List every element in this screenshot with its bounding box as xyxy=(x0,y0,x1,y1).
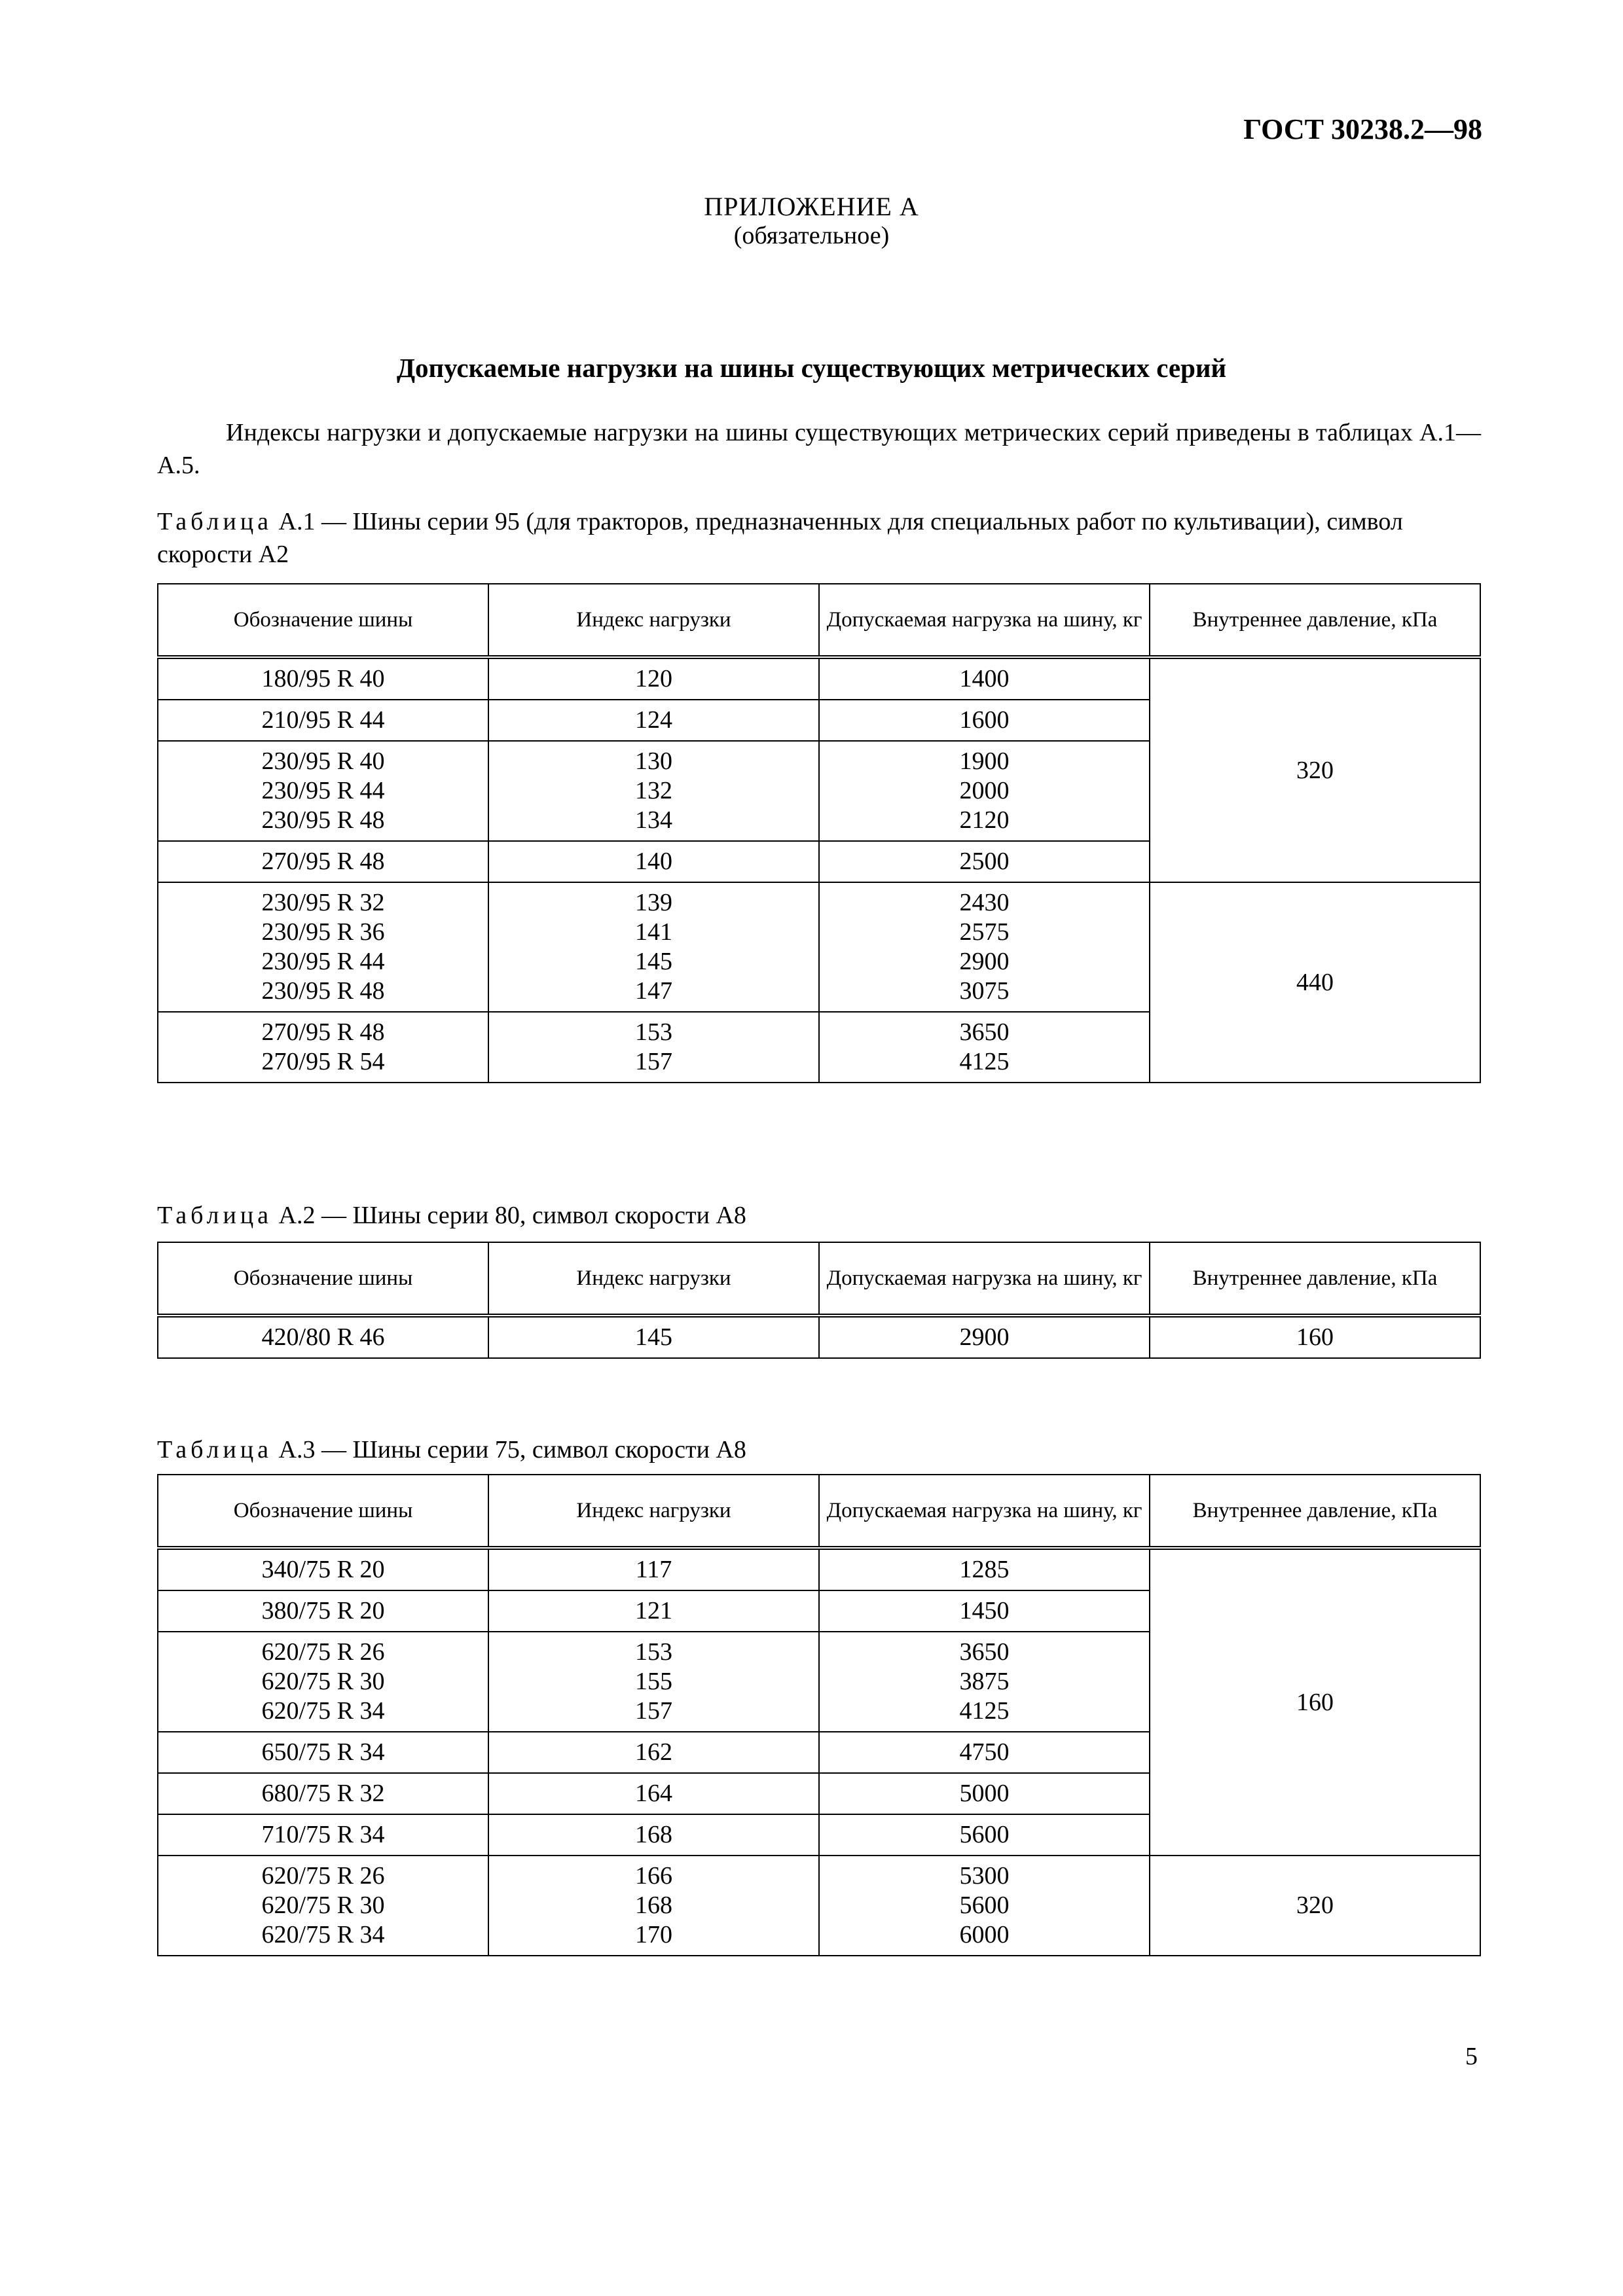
tire-cell-line: 620/75 R 26 xyxy=(261,1638,385,1666)
col-header-pressure: Внутреннее давление, кПа xyxy=(1150,584,1480,657)
col-header-load: Допускаемая нагрузка на шину, кг xyxy=(819,1242,1150,1316)
load-index-cell-line: 164 xyxy=(635,1780,672,1807)
load-cell xyxy=(819,1548,1150,1590)
load-index-cell-line: 153 xyxy=(635,1018,672,1046)
pressure-cell: 320 xyxy=(1150,1856,1480,1956)
table-caption-text: А.2 — Шины серии 80, символ скорости А8 xyxy=(272,1202,746,1229)
load-index-cell xyxy=(488,657,819,700)
table-label: Таблица xyxy=(157,1436,273,1463)
col-header-tire: Обозначение шины xyxy=(158,1242,488,1316)
tire-cell xyxy=(158,1732,488,1773)
col-header-tire: Обозначение шины xyxy=(158,1475,488,1548)
tire-cell-line: 180/95 R 40 xyxy=(261,665,385,692)
load-cell-line: 2120 xyxy=(959,806,1010,834)
pressure-cell: 320 xyxy=(1150,657,1480,882)
tire-cell-line: 270/95 R 54 xyxy=(261,1048,385,1075)
intro-paragraph: Индексы нагрузки и допускаемые нагрузки на шины существующих метрических серий приведены в таблицах А.1—А.5. xyxy=(157,419,1481,479)
section-title: Допускаемые нагрузки на шины существующих метрических серий xyxy=(396,353,1227,383)
load-index-cell-line: 124 xyxy=(635,706,672,734)
load-cell-line: 2900 xyxy=(959,948,1010,975)
tire-cell-line: 270/95 R 48 xyxy=(261,848,385,875)
load-cell-line: 5300 xyxy=(959,1862,1010,1890)
tire-cell xyxy=(158,1548,488,1590)
load-cell-line: 1900 xyxy=(959,747,1010,775)
load-index-cell-line: 134 xyxy=(635,806,672,834)
load-cell xyxy=(819,1632,1150,1732)
load-index-cell-line: 157 xyxy=(635,1048,672,1075)
load-cell xyxy=(819,841,1150,882)
load-cell xyxy=(819,882,1150,1012)
col-header-pressure: Внутреннее давление, кПа xyxy=(1150,1242,1480,1316)
tire-cell-line: 230/95 R 44 xyxy=(261,948,385,975)
load-index-cell xyxy=(488,841,819,882)
col-header-pressure: Внутреннее давление, кПа xyxy=(1150,1475,1480,1548)
load-index-cell-line: 130 xyxy=(635,747,672,775)
load-cell-line: 3650 xyxy=(959,1638,1010,1666)
tire-cell-line: 620/75 R 26 xyxy=(261,1862,385,1890)
tire-cell xyxy=(158,841,488,882)
load-cell-line: 4750 xyxy=(959,1738,1010,1766)
load-index-cell-line: 155 xyxy=(635,1668,672,1695)
table-row xyxy=(158,1856,1480,1956)
appendix-subtitle: (обязательное) xyxy=(733,222,890,249)
tire-cell-line: 380/75 R 20 xyxy=(261,1597,385,1624)
load-index-cell-line: 117 xyxy=(635,1556,672,1583)
tire-cell-line: 230/95 R 32 xyxy=(261,889,385,916)
table-a2-caption xyxy=(157,1199,1481,1232)
load-index-cell-line: 140 xyxy=(635,848,672,875)
tire-cell-line: 230/95 R 48 xyxy=(261,806,385,834)
load-cell-line: 1285 xyxy=(959,1556,1010,1583)
load-cell-line: 2575 xyxy=(959,918,1010,946)
load-index-cell xyxy=(488,1632,819,1732)
table-row xyxy=(158,1548,1480,1590)
load-cell-line: 2000 xyxy=(959,777,1010,804)
tire-cell xyxy=(158,700,488,741)
load-cell xyxy=(819,1856,1150,1956)
load-index-cell-line: 141 xyxy=(635,918,672,946)
table-caption-text: А.3 — Шины серии 75, символ скорости А8 xyxy=(272,1436,746,1463)
table-row xyxy=(158,657,1480,700)
load-cell xyxy=(819,1590,1150,1632)
load-index-cell-line: 168 xyxy=(635,1821,672,1848)
tire-cell-line: 230/95 R 40 xyxy=(261,747,385,775)
load-index-cell xyxy=(488,1012,819,1083)
col-header-load: Допускаемая нагрузка на шину, кг xyxy=(819,584,1150,657)
tire-cell-line: 620/75 R 34 xyxy=(261,1921,385,1948)
load-cell-line: 5600 xyxy=(959,1892,1010,1919)
tire-cell-line: 230/95 R 36 xyxy=(261,918,385,946)
tire-cell-line: 680/75 R 32 xyxy=(261,1780,385,1807)
table-body xyxy=(158,1316,1480,1358)
tire-cell-line: 620/75 R 34 xyxy=(261,1697,385,1725)
table-body xyxy=(158,1548,1480,1956)
tire-cell xyxy=(158,1814,488,1856)
tire-cell-line: 210/95 R 44 xyxy=(261,706,385,734)
tire-cell xyxy=(158,1632,488,1732)
load-cell xyxy=(819,700,1150,741)
table-label: Таблица xyxy=(157,1202,273,1229)
tire-cell xyxy=(158,1856,488,1956)
table-row xyxy=(158,1316,1480,1358)
table-a1-caption xyxy=(157,505,1481,571)
pressure-cell: 440 xyxy=(1150,882,1480,1083)
tire-cell-line: 620/75 R 30 xyxy=(261,1892,385,1919)
col-header-tire: Обозначение шины xyxy=(158,584,488,657)
load-cell-line: 6000 xyxy=(959,1921,1010,1948)
load-cell-line: 2500 xyxy=(959,848,1010,875)
tire-cell xyxy=(158,741,488,841)
tire-cell-line: 270/95 R 48 xyxy=(261,1018,385,1046)
tire-cell xyxy=(158,1012,488,1083)
col-header-index: Индекс нагрузки xyxy=(488,1242,819,1316)
load-cell-line: 1400 xyxy=(959,665,1010,692)
load-cell-line: 1450 xyxy=(959,1597,1010,1624)
pressure-cell: 160 xyxy=(1150,1548,1480,1856)
page-number: 5 xyxy=(1465,2043,1478,2070)
load-index-cell xyxy=(488,882,819,1012)
load-index-cell-line: 153 xyxy=(635,1638,672,1666)
load-cell-line: 2430 xyxy=(959,889,1010,916)
col-header-index: Индекс нагрузки xyxy=(488,584,819,657)
load-index-cell-line: 120 xyxy=(635,665,672,692)
tire-cell xyxy=(158,1590,488,1632)
table-row xyxy=(158,882,1480,1012)
load-cell-line: 5600 xyxy=(959,1821,1010,1848)
load-cell xyxy=(819,1814,1150,1856)
load-cell xyxy=(819,1732,1150,1773)
col-header-index: Индекс нагрузки xyxy=(488,1475,819,1548)
load-index-cell xyxy=(488,741,819,841)
load-cell-line: 3075 xyxy=(959,977,1010,1005)
tire-cell-line: 710/75 R 34 xyxy=(261,1821,385,1848)
appendix-title: ПРИЛОЖЕНИЕ А xyxy=(704,192,919,221)
tire-cell xyxy=(158,657,488,700)
load-index-cell xyxy=(488,1590,819,1632)
table-label: Таблица xyxy=(157,508,273,535)
tire-cell xyxy=(158,1773,488,1814)
load-cell xyxy=(819,1012,1150,1083)
tire-cell-line: 230/95 R 44 xyxy=(261,777,385,804)
document-code: ГОСТ 30238.2—98 xyxy=(1243,113,1482,145)
pressure-cell: 160 xyxy=(1150,1316,1480,1358)
load-index-cell-line: 145 xyxy=(635,1323,672,1351)
load-index-cell-line: 170 xyxy=(635,1921,672,1948)
load-cell xyxy=(819,741,1150,841)
load-index-cell-line: 121 xyxy=(635,1597,672,1624)
table-a1 xyxy=(157,583,1481,1083)
load-index-cell xyxy=(488,1548,819,1590)
load-index-cell xyxy=(488,700,819,741)
load-index-cell xyxy=(488,1732,819,1773)
load-index-cell xyxy=(488,1316,819,1358)
load-index-cell-line: 157 xyxy=(635,1697,672,1725)
tire-cell xyxy=(158,882,488,1012)
tire-cell-line: 620/75 R 30 xyxy=(261,1668,385,1695)
table-a2 xyxy=(157,1242,1481,1359)
load-cell-line: 4125 xyxy=(959,1697,1010,1725)
load-index-cell xyxy=(488,1814,819,1856)
load-index-cell-line: 132 xyxy=(635,777,672,804)
load-index-cell-line: 147 xyxy=(635,977,672,1005)
table-caption-text: А.1 — Шины серии 95 (для тракторов, предназначенных для специальных работ по культивации), символ скорости А2 xyxy=(157,508,1403,568)
tire-cell xyxy=(158,1316,488,1358)
load-cell-line: 4125 xyxy=(959,1048,1010,1075)
table-a3 xyxy=(157,1474,1481,1956)
load-cell xyxy=(819,657,1150,700)
load-cell xyxy=(819,1773,1150,1814)
load-index-cell-line: 168 xyxy=(635,1892,672,1919)
col-header-load: Допускаемая нагрузка на шину, кг xyxy=(819,1475,1150,1548)
load-index-cell-line: 139 xyxy=(635,889,672,916)
tire-cell-line: 230/95 R 48 xyxy=(261,977,385,1005)
load-cell xyxy=(819,1316,1150,1358)
tire-cell-line: 420/80 R 46 xyxy=(261,1323,385,1351)
load-cell-line: 1600 xyxy=(959,706,1010,734)
tire-cell-line: 650/75 R 34 xyxy=(261,1738,385,1766)
load-index-cell-line: 145 xyxy=(635,948,672,975)
load-index-cell xyxy=(488,1856,819,1956)
load-index-cell-line: 166 xyxy=(635,1862,672,1890)
tire-cell-line: 340/75 R 20 xyxy=(261,1556,385,1583)
load-cell-line: 2900 xyxy=(959,1323,1010,1351)
load-cell-line: 3875 xyxy=(959,1668,1010,1695)
load-cell-line: 3650 xyxy=(959,1018,1010,1046)
table-a3-caption xyxy=(157,1433,1481,1466)
load-index-cell xyxy=(488,1773,819,1814)
load-cell-line: 5000 xyxy=(959,1780,1010,1807)
table-body xyxy=(158,657,1480,1083)
load-index-cell-line: 162 xyxy=(635,1738,672,1766)
